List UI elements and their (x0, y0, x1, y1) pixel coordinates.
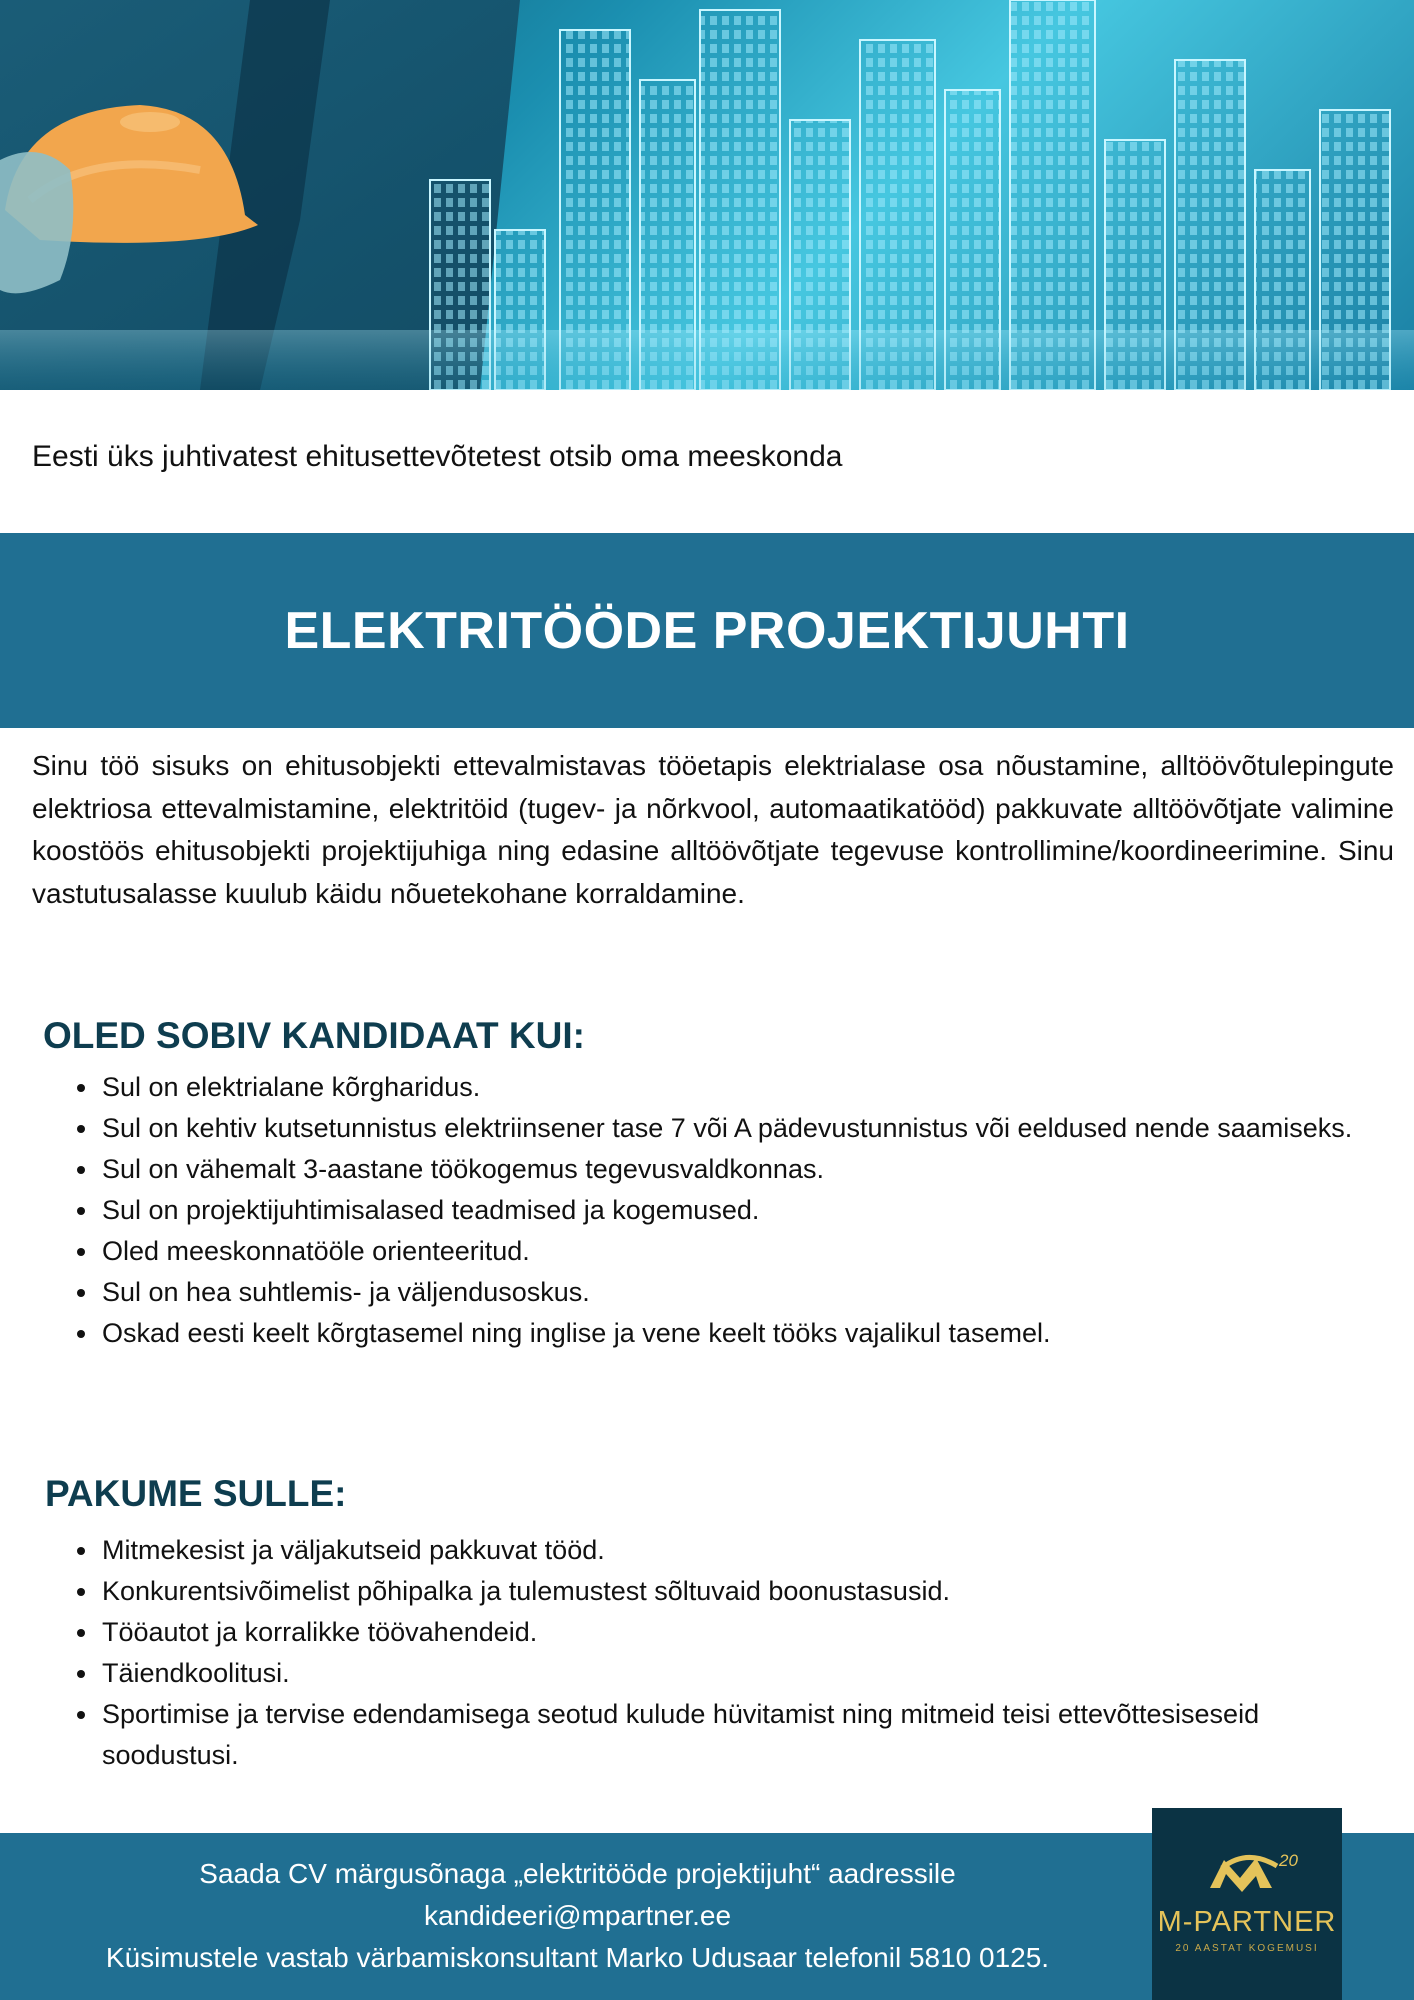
list-item: • Konkurentsivõimelist põhipalka ja tulemustest sõltuvaid boonustasusid. (100, 1571, 1400, 1612)
list-item: • Oskad eesti keelt kõrgtasemel ning inglise ja vene keelt tööks vajalikul tasemel. (100, 1313, 1400, 1354)
m-partner-emblem-icon (1152, 1808, 1342, 1908)
offer-list (68, 1530, 1400, 1776)
intro-text: Eesti üks juhtivatest ehitusettevõtetest otsib oma meeskonda (32, 440, 843, 473)
logo-name: M-PARTNER (1157, 1906, 1337, 1938)
list-item: • Sul on projektijuhtimisalased teadmised ja kogemused. (100, 1190, 1400, 1231)
list-item: • Sul on vähemalt 3-aastane töökogemus tegevusvaldkonnas. (100, 1149, 1400, 1190)
list-item: • Tööautot ja korralikke töövahendeid. (100, 1612, 1400, 1653)
job-title-banner (0, 533, 1414, 728)
list-item: • Sul on hea suhtlemis- ja väljendusoskus. (100, 1272, 1400, 1313)
contact-email[interactable]: kandideeri@mpartner.ee (423, 1900, 732, 1931)
logo-tagline: 20 AASTAT KOGEMUSI (1175, 1943, 1319, 1954)
contact-info (30, 1853, 1125, 1979)
m-partner-logo (1152, 1808, 1342, 2000)
list-item: • Sportimise ja tervise edendamisega seotud kulude hüvitamist ning mitmeid teisi ettevõttesiseseid soodustusi. (100, 1694, 1400, 1776)
offer-heading: PAKUME SULLE: (45, 1473, 347, 1514)
logo-badge: 20 (1279, 1851, 1298, 1870)
list-item: • Sul on kehtiv kutsetunnistus elektriinsener tase 7 või A pädevustunnistus või eeldused nende saamiseks. (100, 1108, 1400, 1149)
job-description: Sinu töö sisuks on ehitusobjekti ettevalmistavas tööetapis elektrialase osa nõustamine, alltöövõtulepingute elektriosa ettevalmistamine, elektritöid (tugev- ja nõrkvool, automaatikatööd) pakkuvate alltöövõtjate valimine koostöös ehitusobjekti projektijuhiga ning edasine alltöövõtjate tegevuse kontrollimine/koordineerimine. Sinu vastutusalasse kuulub käidu nõuetekohane korraldamine. (32, 750, 1394, 909)
list-item: • Täiendkoolitusi. (100, 1653, 1400, 1694)
job-title: ELEKTRITÖÖDE PROJEKTIJUHTI (284, 601, 1130, 660)
hero-image (0, 0, 1414, 390)
requirements-heading: OLED SOBIV KANDIDAAT KUI: (43, 1015, 585, 1056)
contact-line-1: Saada CV märgusõnaga „elektritööde projektijuht“ aadressile (199, 1858, 956, 1889)
list-item: • Sul on elektrialane kõrgharidus. (100, 1067, 1400, 1108)
requirements-list (68, 1067, 1400, 1354)
list-item: • Mitmekesist ja väljakutseid pakkuvat tööd. (100, 1530, 1400, 1571)
list-item: • Oled meeskonnatööle orienteeritud. (100, 1231, 1400, 1272)
city-skyline-illustration (0, 0, 1414, 390)
contact-line-3: Küsimustele vastab värbamiskonsultant Marko Udusaar telefonil 5810 0125. (105, 1942, 1050, 1973)
